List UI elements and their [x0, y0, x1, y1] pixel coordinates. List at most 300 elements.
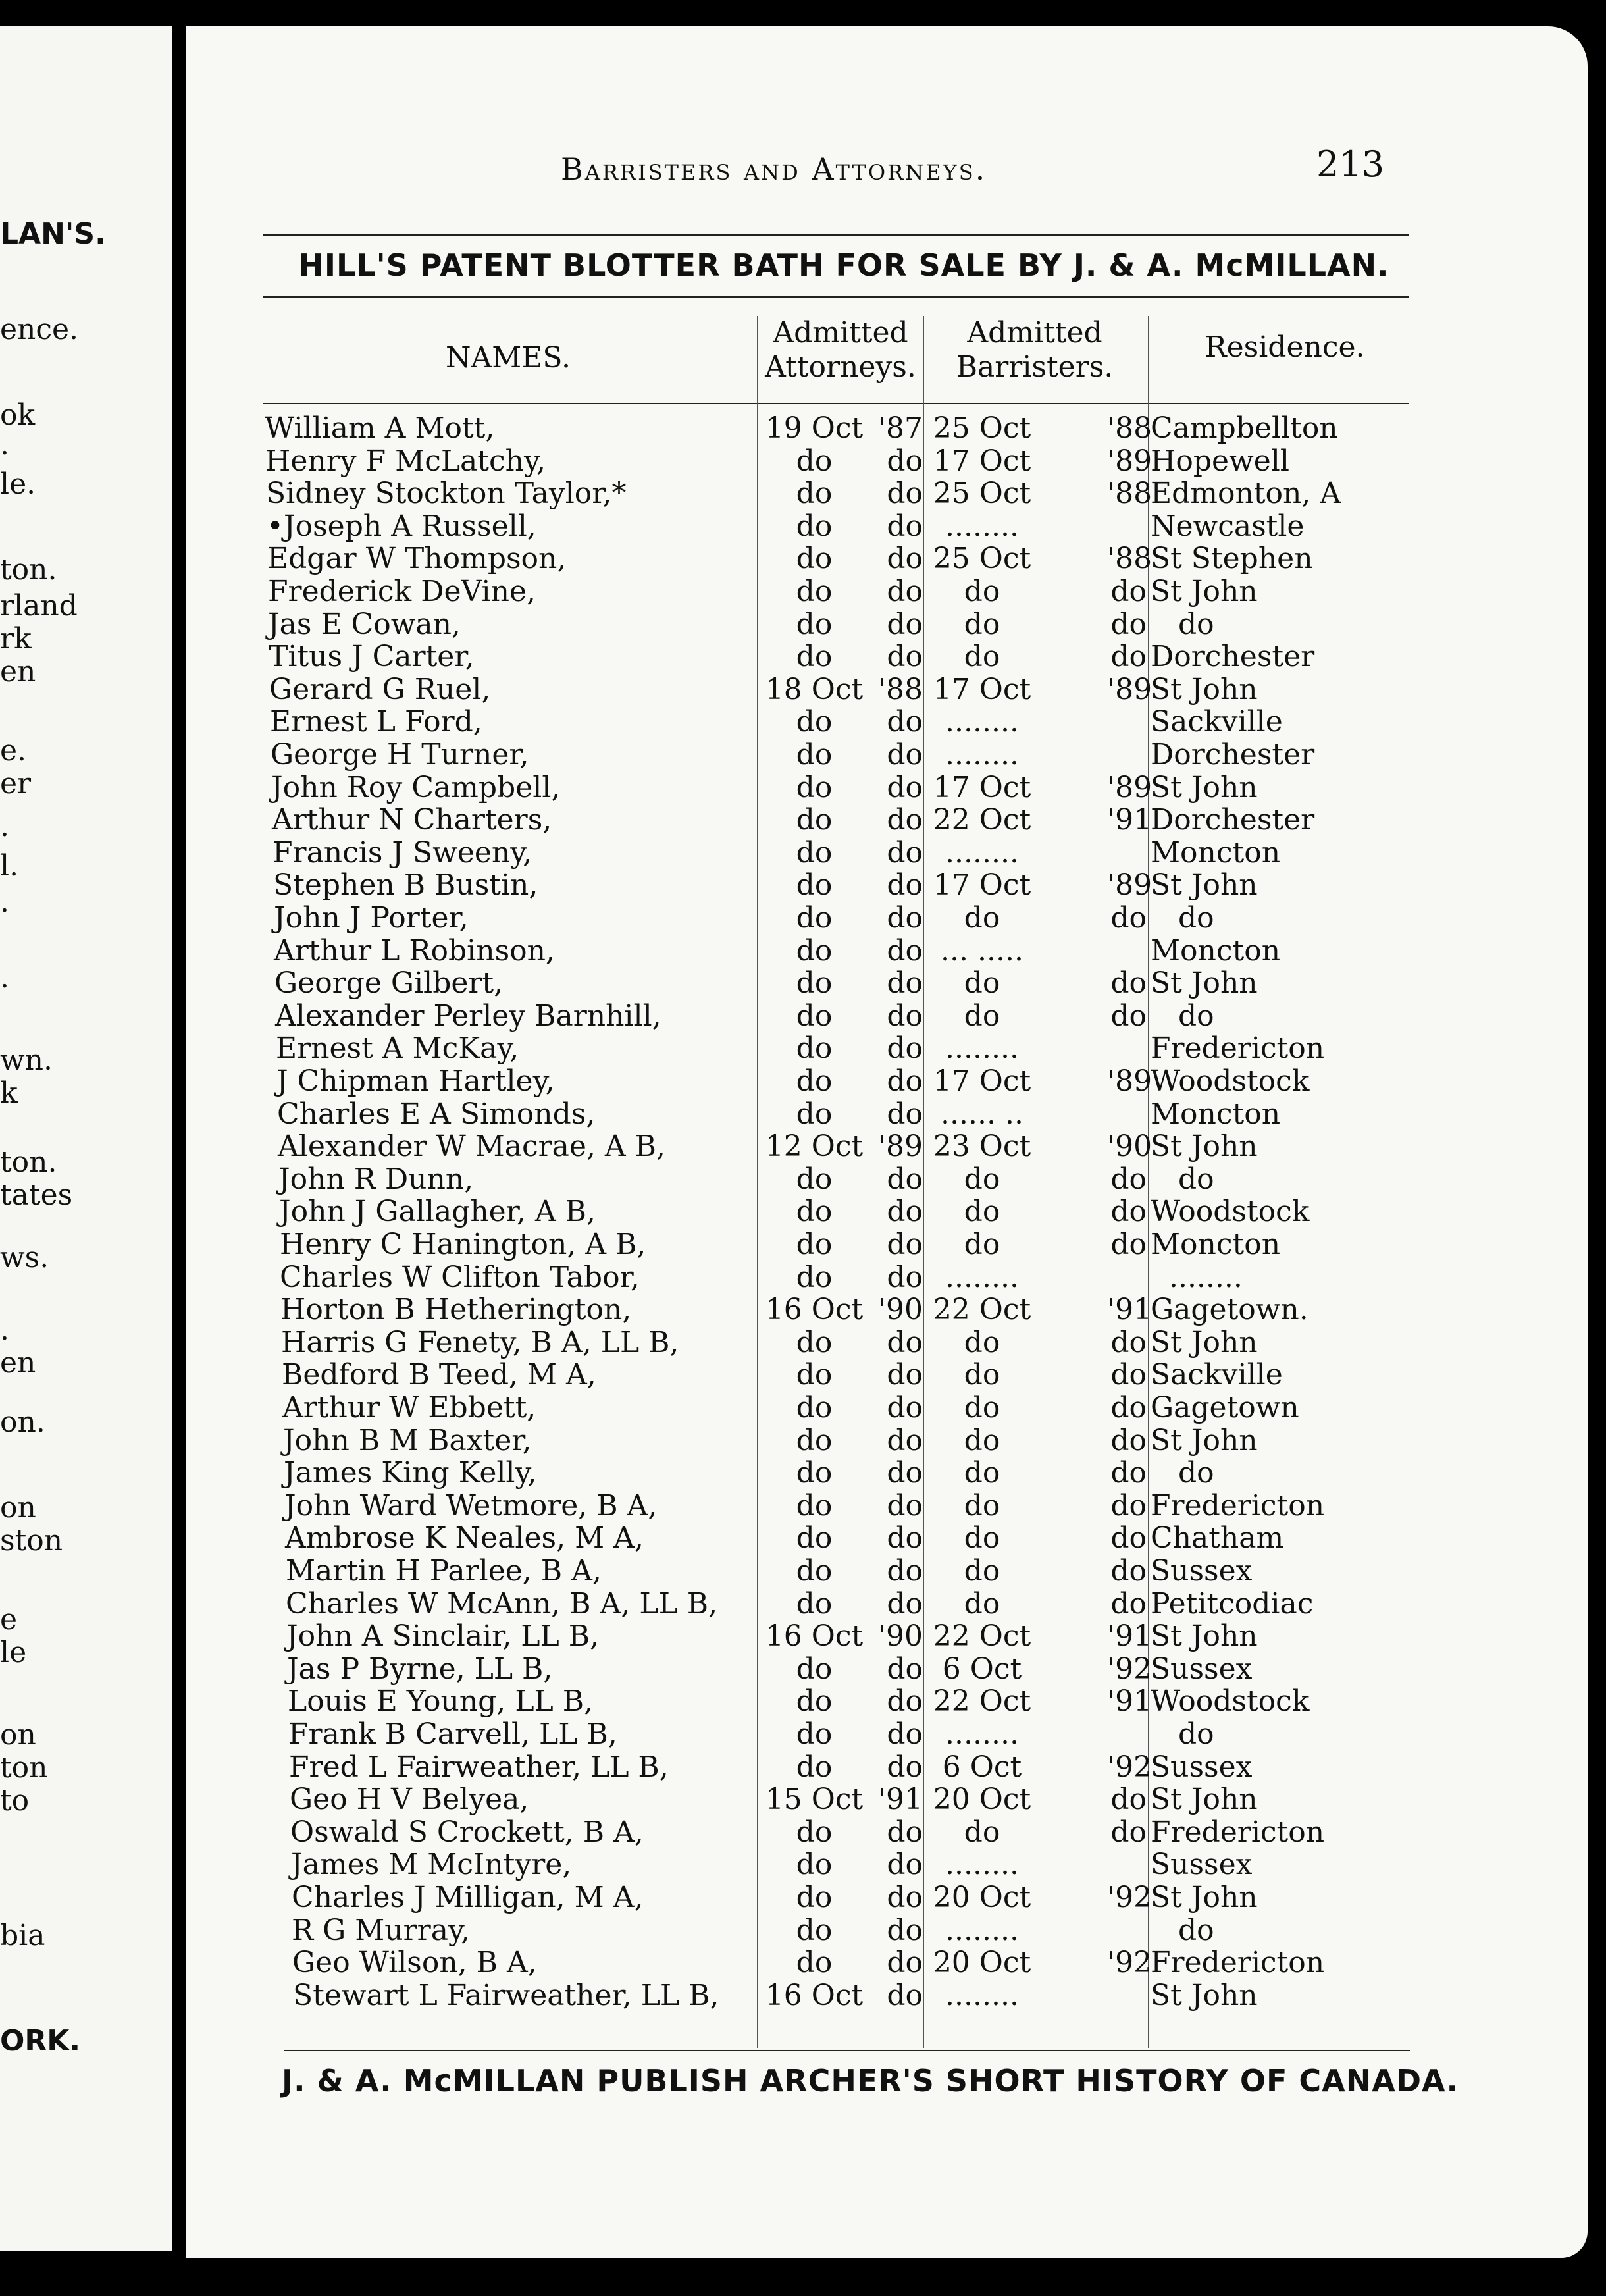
- entry-name: Stephen B Bustin,: [273, 868, 538, 902]
- entry-name: Edgar W Thompson,: [267, 542, 567, 576]
- admitted-barrister-year: do: [1110, 1358, 1147, 1392]
- page-number: 213: [1316, 144, 1385, 185]
- entry-name: Henry F McLatchy,: [265, 444, 546, 478]
- entry-name: Ernest L Ford,: [270, 705, 482, 739]
- admitted-attorney-date: do: [796, 607, 833, 641]
- entry-name: Arthur N Charters,: [272, 803, 552, 837]
- admitted-barrister-year: do: [1110, 1815, 1147, 1849]
- admitted-attorney-date: do: [796, 509, 833, 543]
- entry-name: John R Dunn,: [278, 1162, 474, 1196]
- residence: Sussex: [1151, 1652, 1253, 1686]
- admitted-attorney-date: do: [796, 966, 833, 1001]
- entry-name: Jas P Byrne, LL B,: [287, 1652, 553, 1686]
- admitted-barrister-year: '88: [1107, 542, 1153, 576]
- facing-page-text: ton.: [0, 1145, 57, 1179]
- facing-page-text: tates: [0, 1178, 73, 1212]
- admitted-barrister-date: ........: [945, 1848, 1019, 1882]
- table-row: [186, 771, 1568, 804]
- residence: St Stephen: [1151, 542, 1313, 576]
- residence: Sussex: [1151, 1750, 1253, 1784]
- admitted-attorney-date: 16 Oct: [765, 1978, 864, 2012]
- table-row: [186, 1554, 1568, 1587]
- residence: Campbellton: [1151, 411, 1338, 445]
- admitted-attorney-date: do: [796, 1815, 833, 1849]
- admitted-barrister-year: do: [1110, 1521, 1147, 1555]
- facing-page-text: .: [0, 428, 9, 461]
- facing-page-text: .: [0, 810, 9, 843]
- admitted-attorney-year: do: [887, 640, 923, 674]
- admitted-attorney-year: do: [887, 1260, 923, 1294]
- entry-name: Bedford B Teed, M A,: [282, 1358, 596, 1392]
- residence: Woodstock: [1151, 1064, 1310, 1098]
- col-barristers-line2: Barristers.: [956, 350, 1114, 384]
- residence: Sackville: [1151, 1358, 1283, 1392]
- facing-page-text: to: [0, 1784, 30, 1817]
- admitted-barrister-date: 22 Oct: [933, 1684, 1031, 1719]
- entry-name: John A Sinclair, LL B,: [286, 1619, 600, 1654]
- admitted-barrister-year: '89: [1107, 672, 1153, 706]
- admitted-barrister-year: '88: [1107, 477, 1153, 511]
- table-row: [186, 1358, 1568, 1391]
- table-row: [186, 999, 1568, 1032]
- admitted-attorney-year: do: [887, 1750, 923, 1784]
- admitted-barrister-year: '92: [1107, 1881, 1153, 1914]
- admitted-attorney-year: do: [887, 1031, 923, 1066]
- table-row: [186, 1195, 1568, 1228]
- admitted-attorney-date: do: [796, 1031, 833, 1066]
- admitted-attorney-year: do: [887, 1815, 923, 1849]
- admitted-attorney-date: do: [796, 1260, 833, 1294]
- entry-name: John J Gallagher, A B,: [279, 1195, 596, 1229]
- admitted-attorney-year: do: [887, 835, 923, 870]
- table-row: [186, 1521, 1568, 1554]
- admitted-barrister-date: ........: [945, 1717, 1019, 1751]
- admitted-barrister-date: do: [964, 1423, 1000, 1457]
- admitted-barrister-date: do: [964, 1521, 1000, 1555]
- table-row: [186, 608, 1568, 640]
- admitted-barrister-year: '89: [1107, 868, 1153, 902]
- entry-name: Harris G Fenety, B A, LL B,: [281, 1325, 679, 1359]
- admitted-attorney-year: do: [887, 1978, 923, 2012]
- entry-name: Horton B Hetherington,: [280, 1293, 632, 1327]
- facing-page-text: ton.: [0, 553, 57, 587]
- table-row: [186, 477, 1568, 509]
- residence: Moncton: [1151, 1097, 1281, 1131]
- admitted-barrister-date: do: [964, 901, 1000, 935]
- entry-name: George H Turner,: [271, 738, 529, 771]
- facing-page-text: l.: [0, 849, 19, 883]
- residence: St John: [1151, 1423, 1258, 1457]
- residence: Fredericton: [1151, 1815, 1325, 1849]
- bottom-banner: J. & A. McMILLAN PUBLISH ARCHER'S SHORT HISTORY OF CANADA.: [282, 2063, 1459, 2099]
- admitted-attorney-date: do: [796, 1684, 833, 1719]
- admitted-barrister-date: 25 Oct: [933, 411, 1031, 445]
- facing-page-text: rk: [0, 622, 32, 656]
- admitted-attorney-year: do: [887, 1717, 923, 1751]
- admitted-attorney-year: do: [887, 607, 923, 641]
- admitted-barrister-year: do: [1110, 1325, 1147, 1359]
- admitted-attorney-date: do: [796, 803, 833, 837]
- admitted-attorney-year: do: [887, 509, 923, 543]
- residence: Gagetown.: [1151, 1293, 1308, 1327]
- admitted-attorney-date: 18 Oct: [765, 672, 864, 706]
- entry-name: John J Porter,: [274, 901, 469, 935]
- admitted-barrister-date: ........: [945, 1031, 1019, 1066]
- facing-page-text: .: [0, 885, 9, 919]
- admitted-attorney-year: '90: [877, 1293, 923, 1327]
- admitted-attorney-year: do: [887, 1325, 923, 1359]
- admitted-attorney-date: 19 Oct: [765, 411, 864, 445]
- entry-name: William A Mott,: [265, 411, 495, 445]
- col-attorneys-line2: Attorneys.: [765, 350, 916, 384]
- admitted-barrister-year: do: [1110, 1228, 1147, 1261]
- admitted-attorney-date: 16 Oct: [765, 1619, 864, 1654]
- table-row: [186, 1391, 1568, 1424]
- residence: do: [1151, 999, 1214, 1033]
- table-row: [186, 1914, 1568, 1946]
- admitted-attorney-year: do: [887, 542, 923, 576]
- admitted-barrister-date: do: [964, 999, 1000, 1033]
- admitted-barrister-date: do: [964, 1358, 1000, 1392]
- admitted-attorney-date: do: [796, 1913, 833, 1947]
- admitted-barrister-year: do: [1110, 901, 1147, 935]
- admitted-barrister-date: 17 Oct: [933, 444, 1031, 478]
- admitted-attorney-date: do: [796, 444, 833, 478]
- admitted-barrister-date: do: [964, 966, 1000, 1001]
- residence: do: [1151, 901, 1214, 935]
- residence: Dorchester: [1151, 738, 1315, 771]
- admitted-barrister-year: do: [1110, 1195, 1147, 1229]
- table-row: [186, 1261, 1568, 1293]
- admitted-barrister-year: '91: [1107, 1619, 1153, 1654]
- admitted-barrister-date: 22 Oct: [933, 1619, 1031, 1654]
- facing-page-text: le: [0, 1636, 27, 1669]
- admitted-barrister-date: 22 Oct: [933, 1293, 1031, 1327]
- admitted-barrister-year: do: [1110, 1423, 1147, 1457]
- admitted-attorney-year: do: [887, 1521, 923, 1555]
- table-row: [186, 1293, 1568, 1326]
- entry-name: Francis J Sweeny,: [272, 835, 532, 870]
- entry-name: Alexander Perley Barnhill,: [275, 999, 661, 1033]
- admitted-attorney-year: '90: [877, 1619, 923, 1654]
- admitted-attorney-year: do: [887, 575, 923, 608]
- table-row: [186, 1652, 1568, 1685]
- residence: Edmonton, A: [1151, 477, 1341, 511]
- admitted-attorney-year: do: [887, 1456, 923, 1490]
- admitted-attorney-year: do: [887, 770, 923, 804]
- admitted-attorney-year: do: [887, 1946, 923, 1980]
- entry-name: Charles W McAnn, B A, LL B,: [286, 1586, 718, 1621]
- admitted-barrister-year: do: [1110, 1586, 1147, 1621]
- admitted-barrister-year: '91: [1107, 1684, 1153, 1719]
- entry-name: Frank B Carvell, LL B,: [288, 1717, 617, 1751]
- table-row: [186, 934, 1568, 967]
- entry-name: Fred L Fairweather, LL B,: [289, 1750, 669, 1784]
- admitted-barrister-year: do: [1110, 999, 1147, 1033]
- admitted-attorney-year: do: [887, 803, 923, 837]
- admitted-barrister-date: ........: [945, 509, 1019, 543]
- admitted-attorney-year: do: [887, 966, 923, 1001]
- admitted-barrister-date: do: [964, 1554, 1000, 1588]
- residence: ........: [1151, 1260, 1243, 1294]
- facing-page-text: le.: [0, 467, 36, 501]
- admitted-attorney-year: do: [887, 1391, 923, 1424]
- admitted-barrister-year: '88: [1107, 411, 1153, 445]
- residence: St John: [1151, 1619, 1258, 1654]
- admitted-attorney-year: '91: [877, 1783, 923, 1817]
- admitted-barrister-date: 25 Oct: [933, 477, 1031, 511]
- admitted-barrister-date: ... .....: [941, 933, 1023, 968]
- entry-name: Charles W Clifton Tabor,: [280, 1260, 640, 1294]
- admitted-barrister-year: do: [1110, 1488, 1147, 1523]
- admitted-attorney-date: do: [796, 1717, 833, 1751]
- table-row: [186, 1130, 1568, 1162]
- facing-page-text: on: [0, 1718, 36, 1752]
- admitted-attorney-date: do: [796, 933, 833, 968]
- entry-name: Titus J Carter,: [269, 640, 475, 674]
- admitted-attorney-year: do: [887, 1684, 923, 1719]
- admitted-attorney-year: do: [887, 868, 923, 902]
- table-row: [186, 1815, 1568, 1848]
- admitted-barrister-year: '91: [1107, 1293, 1153, 1327]
- admitted-attorney-year: do: [887, 444, 923, 478]
- admitted-attorney-date: do: [796, 1064, 833, 1098]
- residence: St John: [1151, 1881, 1258, 1914]
- admitted-barrister-date: 6 Oct: [942, 1750, 1022, 1784]
- table-row: [186, 542, 1568, 575]
- entry-name: Geo Wilson, B A,: [292, 1946, 537, 1980]
- facing-page-text: er: [0, 767, 32, 800]
- residence: Moncton: [1151, 835, 1281, 870]
- admitted-attorney-date: do: [796, 1325, 833, 1359]
- entry-name: Martin H Parlee, B A,: [286, 1554, 602, 1588]
- admitted-attorney-date: do: [796, 901, 833, 935]
- admitted-attorney-date: do: [796, 1228, 833, 1261]
- admitted-barrister-year: '92: [1107, 1750, 1153, 1784]
- entry-name: Stewart L Fairweather, LL B,: [293, 1978, 719, 2012]
- entry-name: Gerard G Ruel,: [269, 672, 491, 706]
- admitted-attorney-year: do: [887, 1488, 923, 1523]
- admitted-barrister-year: do: [1110, 1456, 1147, 1490]
- admitted-barrister-year: do: [1110, 966, 1147, 1001]
- entry-name: Louis E Young, LL B,: [288, 1684, 594, 1719]
- table-row: [186, 705, 1568, 738]
- residence: Sackville: [1151, 705, 1283, 739]
- residence: Hopewell: [1151, 444, 1289, 478]
- entry-name: J Chipman Hartley,: [276, 1064, 555, 1098]
- residence: Gagetown: [1151, 1391, 1299, 1424]
- facing-page-text: e: [0, 1603, 18, 1636]
- admitted-barrister-date: 6 Oct: [942, 1652, 1022, 1686]
- residence: do: [1151, 1456, 1214, 1490]
- table-row: [186, 1848, 1568, 1881]
- admitted-attorney-date: 15 Oct: [765, 1783, 864, 1817]
- table-row: [186, 836, 1568, 869]
- admitted-attorney-year: do: [887, 1423, 923, 1457]
- admitted-attorney-date: 16 Oct: [765, 1293, 864, 1327]
- admitted-barrister-date: ........: [945, 835, 1019, 870]
- facing-page-text: ws.: [0, 1241, 49, 1274]
- admitted-attorney-date: do: [796, 1521, 833, 1555]
- facing-page-fragment: [0, 26, 172, 2251]
- admitted-attorney-year: do: [887, 738, 923, 771]
- residence: St John: [1151, 868, 1258, 902]
- admitted-barrister-year: '90: [1107, 1130, 1153, 1164]
- admitted-barrister-date: 23 Oct: [933, 1130, 1031, 1164]
- residence: Fredericton: [1151, 1488, 1325, 1523]
- header-rule: [263, 234, 1409, 236]
- table-row: [186, 738, 1568, 771]
- table-row: [186, 1587, 1568, 1620]
- residence: Newcastle: [1151, 509, 1305, 543]
- col-attorneys-line1: Admitted: [773, 316, 908, 350]
- header-bottom-rule: [263, 403, 1409, 404]
- admitted-attorney-year: do: [887, 933, 923, 968]
- admitted-attorney-date: do: [796, 1881, 833, 1914]
- residence: Dorchester: [1151, 803, 1315, 837]
- admitted-attorney-date: do: [796, 1750, 833, 1784]
- admitted-attorney-date: do: [796, 1097, 833, 1131]
- table-row: [186, 1162, 1568, 1195]
- admitted-attorney-year: do: [887, 1652, 923, 1686]
- residence: St John: [1151, 1978, 1258, 2012]
- admitted-attorney-date: do: [796, 1358, 833, 1392]
- entry-name: James King Kelly,: [284, 1456, 537, 1490]
- admitted-barrister-year: do: [1110, 1391, 1147, 1424]
- table-row: [186, 640, 1568, 673]
- table-row: [186, 868, 1568, 901]
- residence: Fredericton: [1151, 1946, 1325, 1980]
- residence: St John: [1151, 575, 1258, 608]
- admitted-barrister-date: do: [964, 607, 1000, 641]
- table-bottom-rule: [284, 2050, 1410, 2051]
- admitted-attorney-date: do: [796, 705, 833, 739]
- admitted-barrister-date: do: [964, 1162, 1000, 1196]
- admitted-barrister-year: do: [1110, 640, 1147, 674]
- admitted-attorney-date: do: [796, 1946, 833, 1980]
- table-row: [186, 509, 1568, 542]
- entry-name: James M McIntyre,: [291, 1848, 572, 1882]
- residence: St John: [1151, 770, 1258, 804]
- entry-name: Ernest A McKay,: [276, 1031, 519, 1066]
- residence: do: [1151, 1162, 1214, 1196]
- facing-page-text: ence.: [0, 313, 79, 346]
- admitted-barrister-date: do: [964, 1195, 1000, 1229]
- entry-name: Arthur L Robinson,: [274, 933, 555, 968]
- admitted-attorney-year: do: [887, 1881, 923, 1914]
- residence: Moncton: [1151, 1228, 1281, 1261]
- admitted-attorney-date: do: [796, 738, 833, 771]
- admitted-barrister-date: do: [964, 575, 1000, 608]
- facing-page-text: bia: [0, 1919, 45, 1952]
- table-top-rule: [263, 296, 1409, 298]
- residence: do: [1151, 607, 1214, 641]
- admitted-barrister-year: '92: [1107, 1946, 1153, 1980]
- residence: St John: [1151, 1783, 1258, 1817]
- facing-page-text: en: [0, 655, 36, 689]
- admitted-attorney-date: do: [796, 1652, 833, 1686]
- table-row: [186, 1684, 1568, 1717]
- admitted-barrister-year: do: [1110, 1554, 1147, 1588]
- entry-name: R G Murray,: [292, 1913, 470, 1947]
- entry-name: Ambrose K Neales, M A,: [285, 1521, 644, 1555]
- entry-name: Alexander W Macrae, A B,: [278, 1130, 665, 1164]
- admitted-attorney-date: do: [796, 542, 833, 576]
- admitted-attorney-year: do: [887, 1586, 923, 1621]
- admitted-barrister-date: 20 Oct: [933, 1946, 1031, 1980]
- residence: Sussex: [1151, 1554, 1253, 1588]
- admitted-barrister-date: do: [964, 1391, 1000, 1424]
- residence: Moncton: [1151, 933, 1281, 968]
- table-row: [186, 411, 1568, 444]
- admitted-attorney-date: do: [796, 835, 833, 870]
- entry-name: Oswald S Crockett, B A,: [290, 1815, 644, 1849]
- facing-page-text: e.: [0, 734, 27, 768]
- facing-page-text: .: [0, 961, 9, 995]
- admitted-attorney-date: do: [796, 1554, 833, 1588]
- residence: Chatham: [1151, 1521, 1284, 1555]
- admitted-barrister-date: do: [964, 1488, 1000, 1523]
- facing-page-text: on: [0, 1491, 36, 1525]
- col-barristers-line1: Admitted: [967, 316, 1102, 350]
- admitted-barrister-date: do: [964, 1456, 1000, 1490]
- admitted-barrister-date: 17 Oct: [933, 672, 1031, 706]
- table-row: [186, 803, 1568, 836]
- residence: Fredericton: [1151, 1031, 1325, 1066]
- facing-page-text: ston: [0, 1524, 63, 1557]
- entry-name: Sidney Stockton Taylor,*: [266, 477, 627, 511]
- book-page: [186, 26, 1588, 2258]
- residence: St John: [1151, 672, 1258, 706]
- residence: Petitcodiac: [1151, 1586, 1314, 1621]
- facing-page-text: rland: [0, 589, 78, 623]
- admitted-barrister-year: do: [1110, 1162, 1147, 1196]
- table-row: [186, 1783, 1568, 1815]
- table-row: [186, 1456, 1568, 1489]
- table-row: [186, 444, 1568, 477]
- admitted-attorney-date: do: [796, 999, 833, 1033]
- admitted-barrister-date: ........: [945, 1260, 1019, 1294]
- admitted-attorney-date: do: [796, 1162, 833, 1196]
- admitted-barrister-date: ........: [945, 1978, 1019, 2012]
- entry-name: Jas E Cowan,: [268, 607, 461, 641]
- col-barristers: [923, 316, 1147, 384]
- admitted-attorney-year: do: [887, 705, 923, 739]
- facing-page-text: en: [0, 1346, 36, 1380]
- table-row: [186, 673, 1568, 706]
- admitted-attorney-date: 12 Oct: [765, 1130, 864, 1164]
- admitted-attorney-year: do: [887, 1554, 923, 1588]
- admitted-attorney-year: do: [887, 1848, 923, 1882]
- admitted-attorney-year: do: [887, 901, 923, 935]
- admitted-attorney-date: do: [796, 1586, 833, 1621]
- facing-page-text: ton: [0, 1751, 48, 1785]
- page-gutter: [172, 0, 186, 2296]
- admitted-attorney-year: do: [887, 999, 923, 1033]
- residence: St John: [1151, 1130, 1258, 1164]
- running-head: Barristers and Attorneys.: [561, 151, 987, 187]
- admitted-barrister-year: do: [1110, 575, 1147, 608]
- admitted-barrister-date: do: [964, 1228, 1000, 1261]
- table-row: [186, 1619, 1568, 1652]
- admitted-attorney-year: do: [887, 1162, 923, 1196]
- col-residence: Residence.: [1204, 330, 1365, 364]
- table-row: [186, 575, 1568, 608]
- admitted-barrister-date: 17 Oct: [933, 770, 1031, 804]
- facing-page-text: wn.: [0, 1043, 53, 1077]
- table-row: [186, 1326, 1568, 1359]
- entry-name: Henry C Hanington, A B,: [280, 1228, 646, 1261]
